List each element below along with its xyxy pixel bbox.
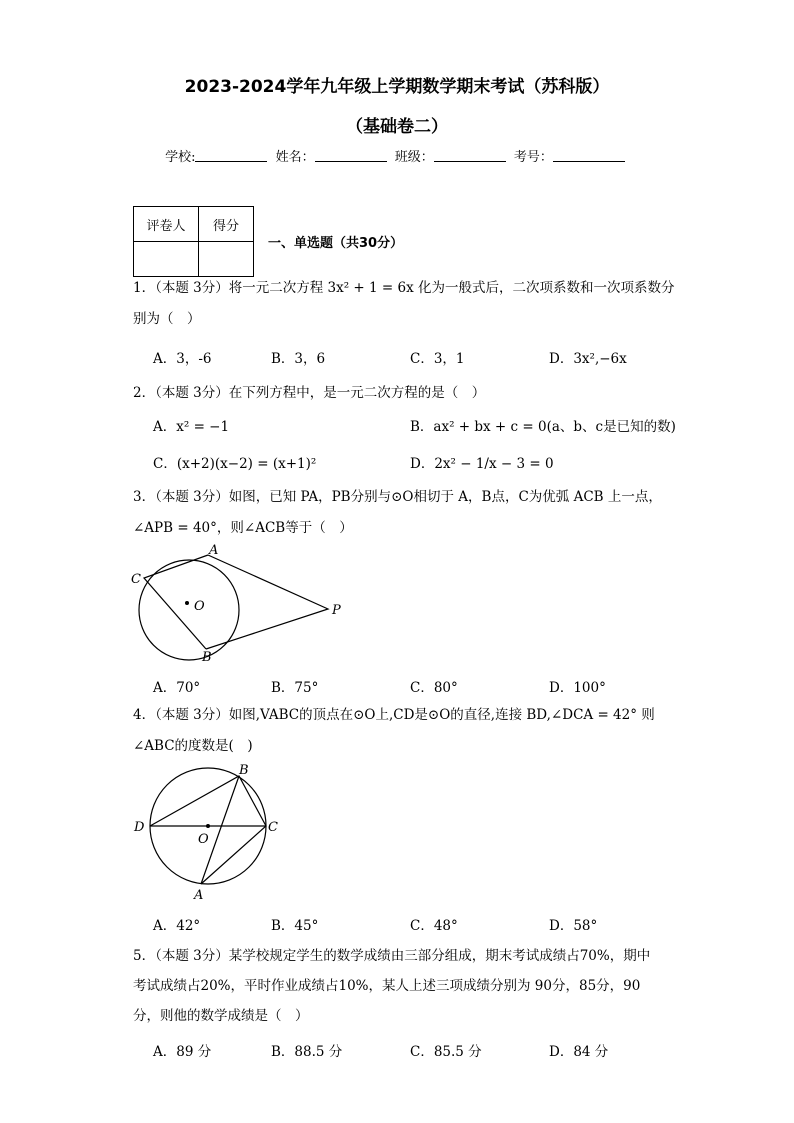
exam-title: 2023-2024学年九年级上学期数学期末考试（苏科版） <box>184 77 610 97</box>
score-header: 得分 <box>199 207 254 242</box>
q1-option-b[interactable]: B．3，6 <box>271 351 326 367</box>
q4-label-o: O <box>198 832 209 847</box>
q1-option-d[interactable]: D．3x²,−6x <box>549 351 627 367</box>
name-field[interactable] <box>315 149 387 162</box>
q5-option-c[interactable]: C．85.5 分 <box>410 1044 482 1060</box>
reviewer-cell[interactable] <box>134 242 199 277</box>
q3-option-c[interactable]: C．80° <box>410 680 458 696</box>
q2-option-d[interactable]: D．2x² − 1/x − 3 = 0 <box>410 456 554 472</box>
school-label: 学校: <box>165 150 196 165</box>
section-heading: 一、单选题（共30分） <box>268 236 404 251</box>
q3-option-d[interactable]: D．100° <box>549 680 606 696</box>
q3-label-b: B <box>202 650 212 665</box>
q4-option-b[interactable]: B．45° <box>271 918 319 934</box>
question-4-stem-cont: ∠ABC的度数是( ) <box>133 738 253 754</box>
q5-option-b[interactable]: B．88.5 分 <box>271 1044 343 1060</box>
q3-center-dot <box>185 601 189 605</box>
score-cell[interactable] <box>199 242 254 277</box>
exam-number-field[interactable] <box>553 149 625 162</box>
q5-option-d[interactable]: D．84 分 <box>549 1044 609 1060</box>
q3-label-p: P <box>332 603 341 618</box>
q3-label-o: O <box>194 599 205 614</box>
q3-option-b[interactable]: B．75° <box>271 680 319 696</box>
class-label: 班级： <box>394 150 434 165</box>
question-5-stem: 5．（本题 3分）某学校规定学生的数学成绩由三部分组成，期末考试成绩占70%，期中 <box>133 948 651 964</box>
q2-option-c[interactable]: C．(x+2)(x−2) = (x+1)² <box>153 456 317 472</box>
q4-label-a: A <box>194 888 204 903</box>
q3-label-c: C <box>131 572 141 587</box>
question-1-stem-cont: 别为（ ） <box>133 311 201 327</box>
question-3-stem-cont: ∠APB = 40°，则∠ACB等于（ ） <box>133 520 353 536</box>
reviewer-header: 评卷人 <box>134 207 199 242</box>
q4-label-b: B <box>239 763 249 778</box>
q4-label-d: D <box>134 820 145 835</box>
q4-option-a[interactable]: A．42° <box>153 918 201 934</box>
school-field[interactable] <box>195 149 267 162</box>
q2-option-b[interactable]: B．ax² + bx + c = 0(a、b、c是已知的数) <box>410 419 676 435</box>
question-4-stem: 4．（本题 3分）如图,VABC的顶点在⊙O上,CD是⊙O的直径,连接 BD,∠DCA = 42° 则 <box>133 707 655 723</box>
exam-number-label: 考号： <box>513 150 553 165</box>
class-field[interactable] <box>434 149 506 162</box>
q4-option-c[interactable]: C．48° <box>410 918 458 934</box>
question-5-stem-cont-2: 分，则他的数学成绩是（ ） <box>133 1008 309 1024</box>
q4-center-dot <box>206 824 210 828</box>
q4-option-d[interactable]: D．58° <box>549 918 598 934</box>
question-3-stem: 3．（本题 3分）如图，已知 PA，PB分别与⊙O相切于 A，B点，C为优弧 ACB 上一点， <box>133 489 662 505</box>
q3-figure <box>128 540 353 665</box>
q3-option-a[interactable]: A．70° <box>153 680 201 696</box>
grade-box <box>133 206 254 277</box>
q1-option-a[interactable]: A．3，-6 <box>153 351 212 367</box>
student-info-row <box>0 146 794 165</box>
q1-option-c[interactable]: C．3，1 <box>410 351 465 367</box>
q2-option-a[interactable]: A．x² = −1 <box>153 419 230 435</box>
question-1-stem: 1．（本题 3分）将一元二次方程 3x² + 1 = 6x 化为一般式后，二次项系数和一次项系数分 <box>133 280 675 296</box>
name-label: 姓名： <box>275 150 315 165</box>
exam-subtitle: （基础卷二） <box>346 117 448 137</box>
q3-tangent-lines <box>206 555 328 649</box>
q5-option-a[interactable]: A．89 分 <box>153 1044 212 1060</box>
question-5-stem-cont: 考试成绩占20%，平时作业成绩占10%，某人上述三项成绩分别为 90分，85分，90 <box>133 978 641 994</box>
q3-label-a: A <box>209 543 219 558</box>
question-2-stem: 2．（本题 3分）在下列方程中，是一元二次方程的是（ ） <box>133 385 486 401</box>
q4-label-c: C <box>268 820 278 835</box>
q4-figure <box>128 760 288 905</box>
